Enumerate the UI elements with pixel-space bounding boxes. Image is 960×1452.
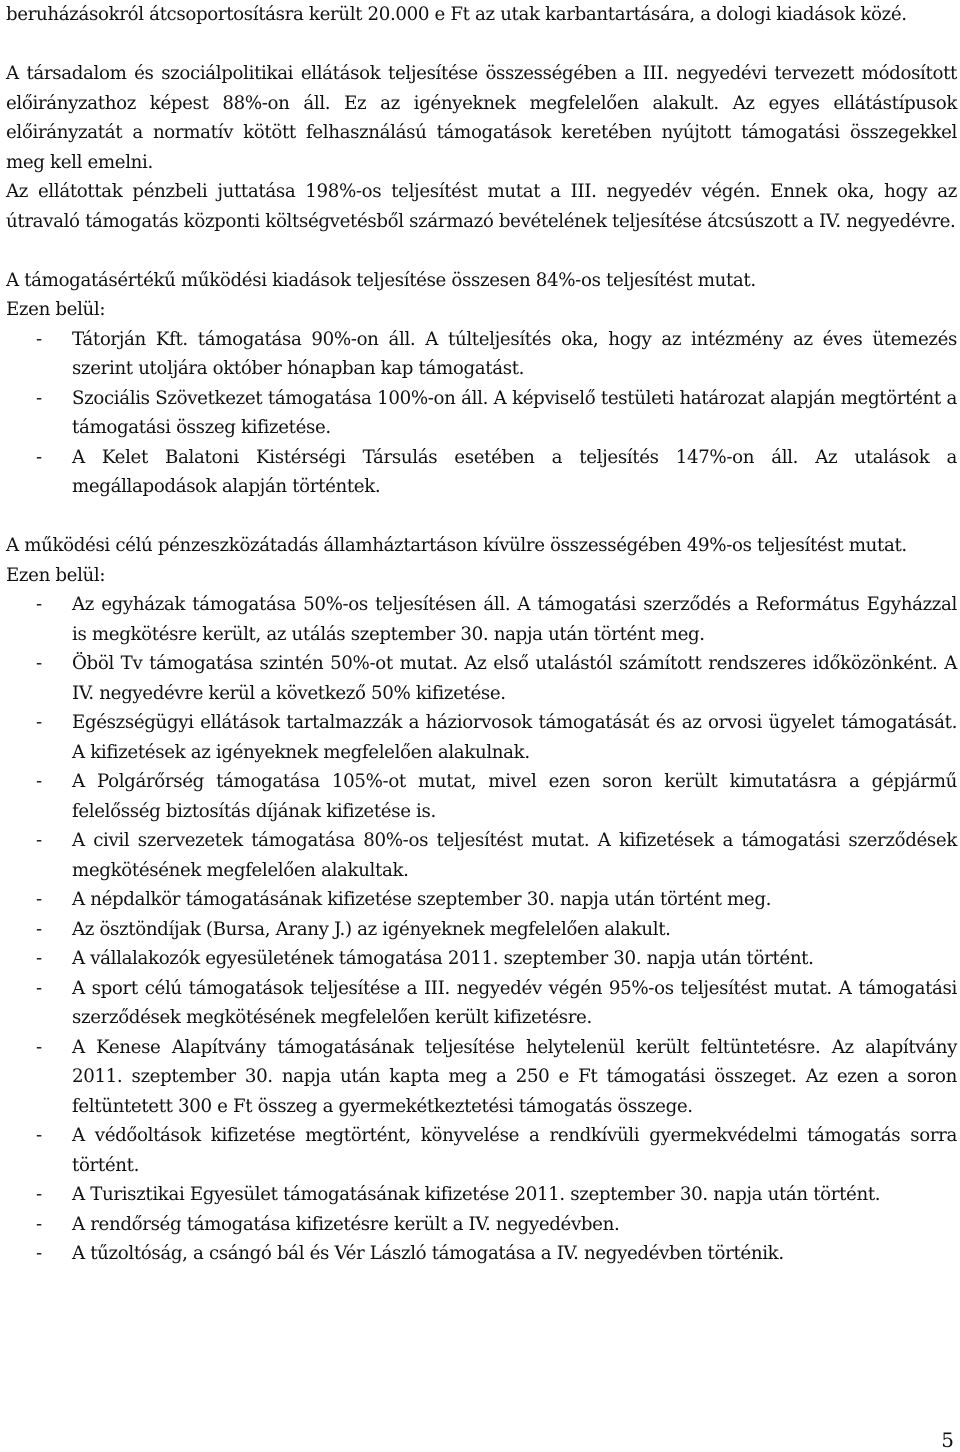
list-dash: - [36, 977, 42, 999]
list-item [6, 1121, 957, 1180]
list-item-text: A Polgárőrség támogatása 105%-ot mutat, mivel ezen soron került kimutatásra a gépjármű felelősség biztosítás díjának kifizetése is. [72, 771, 957, 822]
list-item [6, 1210, 957, 1240]
list-dash: - [36, 830, 42, 851]
list-item [6, 915, 957, 945]
list-item [6, 443, 957, 502]
paragraph-operating-grants: A támogatásértékű működési kiadások teljesítése összesen 84%-os teljesítést mutat. [6, 269, 756, 291]
list-item [6, 590, 957, 649]
list-item-text: A tűzoltóság, a csángó bál és Vér László támogatása a IV. negyedévben történik. [72, 1243, 784, 1264]
list-item [6, 649, 957, 708]
list-dash: - [36, 1243, 42, 1264]
document-page [6, 0, 957, 1269]
list-item [6, 708, 957, 767]
list-dash: - [36, 1036, 42, 1058]
paragraph-within-label: Ezen belül: [6, 564, 106, 586]
list-dash: - [36, 653, 42, 674]
list-dash: - [36, 1184, 42, 1205]
list-item [6, 325, 957, 384]
list-dash: - [36, 328, 42, 350]
list-dash: - [36, 948, 42, 969]
list-item [6, 974, 957, 1033]
list-dash: - [36, 594, 42, 615]
list-item-text: A Kelet Balatoni Kistérségi Társulás esetében a teljesítés 147%-on áll. Az utalások a megállapodások alapján történtek. [72, 446, 957, 497]
list-item [6, 885, 957, 915]
list-item [6, 944, 957, 974]
list-item-text: A civil szervezetek támogatása 80%-os teljesítést mutat. A kifizetések a támogatási szerződések megkötésének megfelelően alakultak. [72, 830, 957, 881]
list-item-text: A népdalkör támogatásának kifizetése szeptember 30. napja után történt meg. [72, 889, 772, 910]
list-item [6, 1239, 957, 1269]
list-item-text: Az ösztöndíjak (Bursa, Arany J.) az igényeknek megfelelően alakult. [72, 918, 671, 940]
list-item-text: A Turisztikai Egyesület támogatásának kifizetése 2011. szeptember 30. napja után történt. [72, 1184, 881, 1205]
paragraph-nonprofit-transfers: A működési célú pénzeszközátadás államháztartáson kívülre összességében 49%-os teljesítést mutat. [6, 535, 907, 556]
list-dash: - [36, 712, 42, 733]
list-item [6, 826, 957, 885]
list-dash: - [36, 889, 42, 910]
grant-list-nonprofit [6, 590, 957, 1269]
list-dash: - [36, 1125, 42, 1146]
list-item-text: Egészségügyi ellátások tartalmazzák a háziorvosok támogatását és az orvosi ügyelet támogatását. A kifizetések az igényeknek megfelelően alakulnak. [72, 712, 957, 763]
paragraph-spacer [6, 30, 957, 60]
paragraph-cash-benefits: Az ellátottak pénzbeli juttatása 198%-os teljesítést mutat a III. negyedév végén. Ennek oka, hogy az útravaló támogatás központi költségvetésből származó bevételének teljesítése átcsúszott a IV. negyedévre. [6, 181, 957, 232]
page-number: 5 [941, 1428, 954, 1452]
list-item-text: Szociális Szövetkezet támogatása 100%-on áll. A képviselő testületi határozat alapján megtörtént a támogatási összeg kifizetése. [72, 387, 957, 438]
paragraph-spacer [6, 236, 957, 266]
list-dash: - [36, 387, 42, 409]
list-item-text: Az egyházak támogatása 50%-os teljesítésen áll. A támogatási szerződés a Református Egyházzal is megkötésre került, az utálás szeptember 30. napja után történt meg. [72, 594, 957, 645]
paragraph-spacer [6, 502, 957, 532]
grant-list-public [6, 325, 957, 502]
list-item [6, 767, 957, 826]
list-item [6, 384, 957, 443]
list-dash: - [36, 446, 42, 468]
list-dash: - [36, 1213, 42, 1235]
paragraph-budget-regrouping: beruházásokról átcsoportosításra került 20.000 e Ft az utak karbantartására, a dologi kiadások közé. [6, 4, 907, 25]
list-item-text: A védőoltások kifizetése megtörtént, könyvelése a rendkívüli gyermekvédelmi támogatás sorra történt. [72, 1125, 957, 1176]
list-item-text: A Kenese Alapítvány támogatásának teljesítése helytelenül került feltüntetésre. Az alapítvány 2011. szeptember 30. napja után kapta meg a 250 e Ft támogatási összeget. Az ezen a soron feltüntetett 300 e Ft összeg a gyermekétkeztetési támogatás összege. [72, 1036, 957, 1117]
list-item [6, 1180, 957, 1210]
list-item-text: A vállalakozók egyesületének támogatása 2011. szeptember 30. napja után történt. [72, 948, 814, 969]
list-item-text: Öböl Tv támogatása szintén 50%-ot mutat. Az első utalástól számított rendszeres időközönként. A IV. negyedévre kerül a következő 50% kifizetése. [72, 653, 957, 704]
list-item-text: A sport célú támogatások teljesítése a III. negyedév végén 95%-os teljesítést mutat. A támogatási szerződések megkötésének megfelelően került kifizetésre. [72, 977, 957, 1028]
list-item-text: Tátorján Kft. támogatása 90%-on áll. A túlteljesítés oka, hogy az intézmény az éves ütemezés szerint utoljára október hónapban kap támogatást. [72, 328, 957, 379]
list-dash: - [36, 918, 42, 940]
paragraph-social-benefits: A társadalom és szociálpolitikai ellátások teljesítése összességében a III. negyedévi tervezett módosított előirányzathoz képest 88%-on áll. Ez az igényeknek megfelelően alakult. Az egyes ellátástípusok előirányzatát a normatív kötött felhasználású támogatások keretében nyújtott támogatási összegekkel meg kell emelni. [6, 63, 957, 173]
list-dash: - [36, 771, 42, 792]
list-item-text: A rendőrség támogatása kifizetésre került a IV. negyedévben. [72, 1213, 620, 1235]
list-item [6, 1033, 957, 1122]
paragraph-within-label: Ezen belül: [6, 299, 106, 320]
